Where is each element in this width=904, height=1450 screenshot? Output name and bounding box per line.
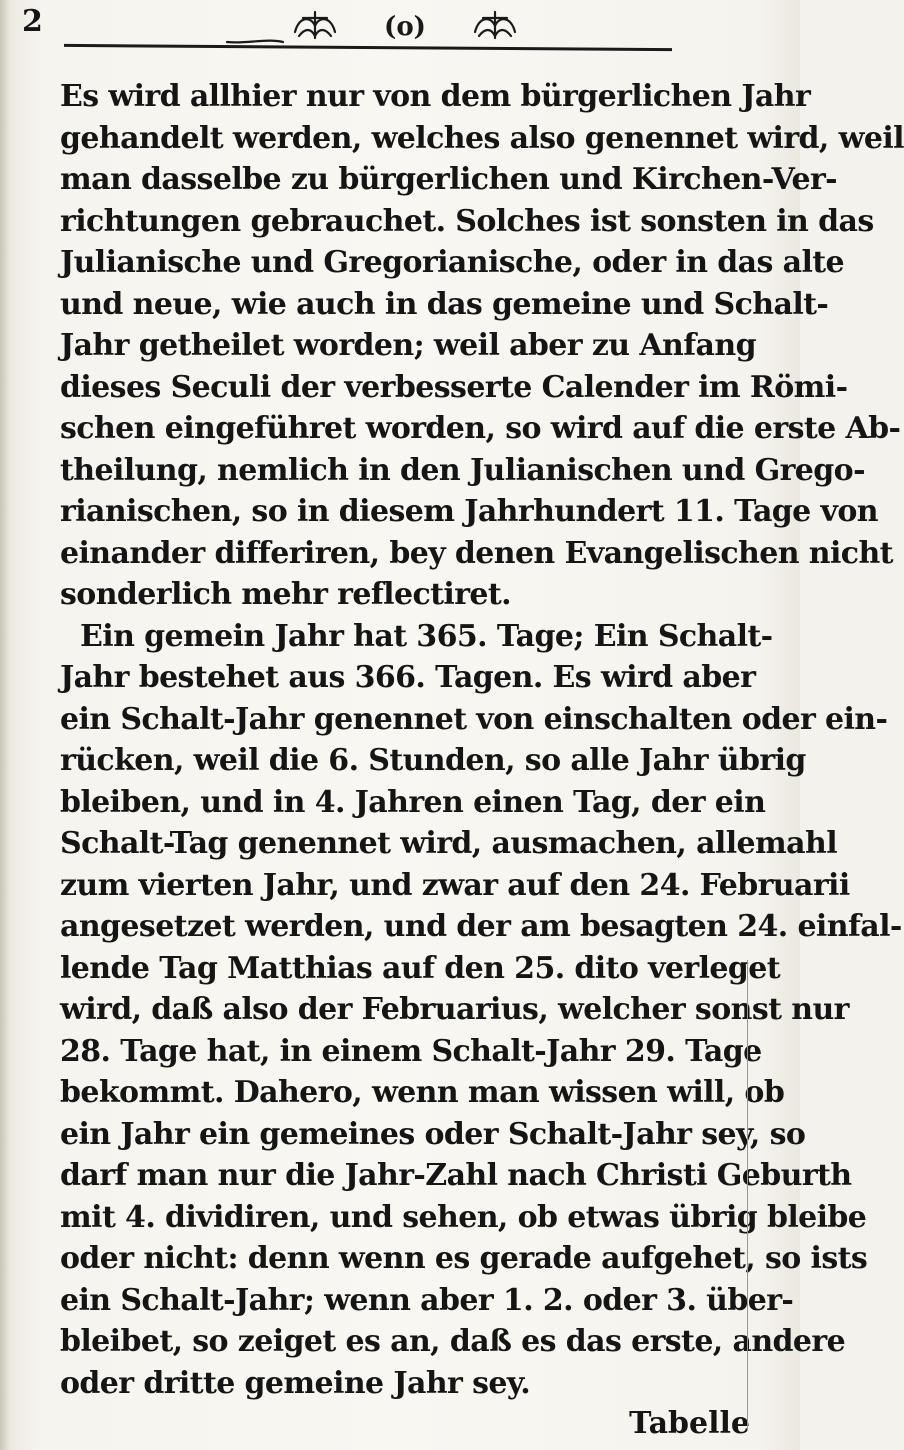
text-line: oder nicht: denn wenn es gerade aufgehet, so ists: [60, 1241, 868, 1276]
text-line: bekommt. Dahero, wenn man wissen will, ob: [60, 1075, 785, 1110]
text-line: Es wird allhier nur von dem bürgerlichen Jahr: [60, 79, 811, 114]
text-line: theilung, nemlich in den Julianischen und Grego-: [60, 452, 865, 488]
ornament-center-mark: (o): [384, 12, 426, 42]
text-line: ein Schalt-Jahr; wenn aber 1. 2. oder 3. über-: [60, 1282, 794, 1318]
text-line: darf man nur die Jahr-Zahl nach Christi Geburth: [60, 1158, 852, 1193]
text-line: einander differiren, bey denen Evangelischen nicht: [60, 535, 893, 571]
body-text: [60, 76, 904, 1404]
text-line: man dasselbe zu bürgerlichen und Kirchen-Ver-: [60, 162, 838, 197]
text-line: Julianische und Gregorianische, oder in das alte: [60, 245, 844, 280]
text-line: oder dritte gemeine Jahr sey.: [60, 1365, 531, 1401]
text-line: zum vierten Jahr, und zwar auf den 24. Februarii: [60, 867, 850, 903]
catchword-row: [60, 1404, 750, 1444]
floral-ornament-icon: [187, 8, 567, 44]
text-line: lende Tag Matthias auf den 25. dito verleget: [60, 950, 781, 986]
text-line: schen eingeführet worden, so wird auf die erste Ab-: [60, 411, 901, 446]
text-line: sonderlich mehr reflectiret.: [60, 577, 511, 612]
text-line: gehandelt werden, welches also genennet wird, weil: [60, 120, 904, 156]
text-line: Schalt-Tag genennet wird, ausmachen, allemahl: [60, 826, 837, 861]
text-line: richtungen gebrauchet. Solches ist sonsten in das: [60, 203, 874, 239]
page-header: [22, 2, 742, 72]
catchword: Tabelle: [629, 1406, 750, 1441]
page-edge-shadow: [0, 0, 10, 1450]
text-line: bleiben, und in 4. Jahren einen Tag, der ein: [60, 784, 766, 820]
text-line: rücken, weil die 6. Stunden, so alle Jahr übrig: [60, 743, 806, 778]
text-line: 28. Tage hat, in einem Schalt-Jahr 29. Tage: [60, 1033, 762, 1069]
text-line: rianischen, so in diesem Jahrhundert 11. Tage von: [60, 494, 878, 529]
text-line: angesetzet werden, und der am besagten 24. einfal-: [60, 909, 902, 944]
text-line: Jahr bestehet aus 366. Tagen. Es wird aber: [60, 660, 756, 695]
text-line: wird, daß also der Februarius, welcher sonst nur: [60, 992, 849, 1027]
text-line: dieses Seculi der verbesserte Calender im Römi-: [60, 369, 848, 405]
header-rule: [64, 44, 672, 51]
text-line: ein Jahr ein gemeines oder Schalt-Jahr sey, so: [60, 1116, 806, 1152]
paragraph-start-line: Ein gemein Jahr hat 365. Tage; Ein Schalt-: [80, 618, 773, 654]
text-line: bleibet, so zeiget es an, daß es das erste, andere: [60, 1324, 846, 1359]
page-number: 2: [22, 4, 43, 39]
text-line: mit 4. dividiren, und sehen, ob etwas übrig bleibe: [60, 1199, 867, 1235]
text-line: ein Schalt-Jahr genennet von einschalten oder ein-: [60, 701, 888, 737]
text-line: und neue, wie auch in das gemeine und Schalt-: [60, 286, 829, 322]
page-margin-shadow: [747, 960, 748, 1430]
text-line: Jahr getheilet worden; weil aber zu Anfang: [60, 328, 756, 363]
